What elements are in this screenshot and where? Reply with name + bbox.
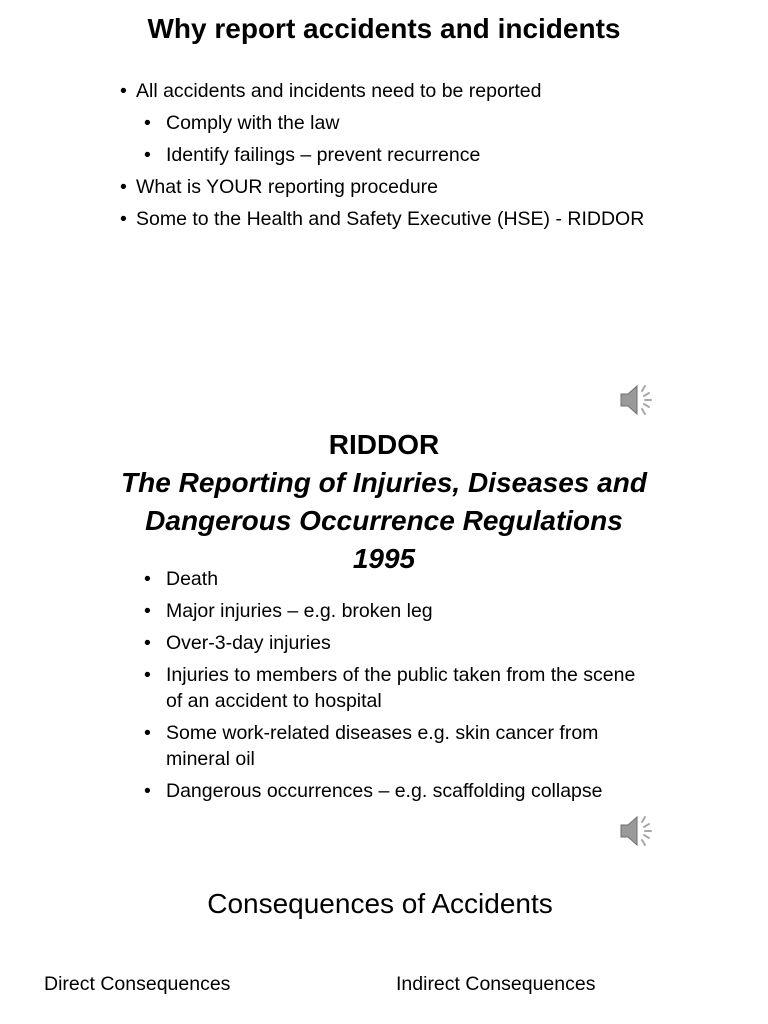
list-item-text: Injuries to members of the public taken from the scene of an accident to hospital	[166, 664, 636, 712]
bullet-icon: •	[120, 80, 127, 102]
bullet-icon: •	[144, 632, 151, 654]
slide-title: Why report accidents and incidents	[147, 13, 621, 44]
list-item	[144, 598, 636, 624]
list-item-text: Some to the Health and Safety Executive (HSE) - RIDDOR	[136, 208, 645, 230]
list-item-text: Death	[166, 568, 219, 590]
bullet-icon: •	[144, 780, 151, 802]
list-item	[144, 662, 636, 714]
bullet-icon: •	[144, 722, 151, 744]
list-item-text: Identify failings – prevent recurrence	[166, 144, 481, 166]
list-item	[120, 206, 645, 232]
bullet-icon: •	[144, 600, 151, 622]
slide-why-report	[0, 0, 768, 430]
list-item-text: What is YOUR reporting procedure	[136, 176, 439, 198]
slide-title: RIDDOR	[328, 429, 440, 460]
list-item	[144, 142, 644, 168]
slide-riddor	[0, 430, 768, 860]
indirect-consequences-heading: Indirect Consequences	[396, 973, 596, 995]
speaker-icon[interactable]	[618, 811, 658, 851]
list-item	[144, 778, 636, 804]
bullet-icon: •	[144, 664, 151, 686]
list-item	[120, 174, 644, 200]
bullet-icon: •	[120, 208, 127, 230]
list-item-text: All accidents and incidents need to be reported	[136, 80, 542, 102]
list-item	[144, 110, 644, 136]
slide-subtitle-line: The Reporting of Injuries, Diseases and	[121, 467, 647, 498]
list-item-text: Major injuries – e.g. broken leg	[166, 600, 433, 622]
list-item-text: Over-3-day injuries	[166, 632, 331, 654]
bullet-icon: •	[144, 112, 151, 134]
list-item-text: Dangerous occurrences – e.g. scaffolding collapse	[166, 780, 603, 802]
bullet-list	[144, 566, 636, 810]
bullet-icon: •	[144, 144, 151, 166]
slide-subtitle-line: 1995	[352, 543, 416, 574]
bullet-icon: •	[144, 568, 151, 590]
list-item	[120, 78, 644, 104]
speaker-icon[interactable]	[618, 380, 658, 420]
slide-consequences	[0, 860, 768, 1024]
riddor-heading	[0, 426, 768, 578]
bullet-list	[120, 78, 645, 232]
list-item-text: Some work-related diseases e.g. skin cancer from mineral oil	[166, 722, 599, 770]
list-item	[144, 720, 636, 772]
list-item	[144, 630, 636, 656]
slide-title: Consequences of Accidents	[207, 888, 553, 919]
slide-subtitle-line: Dangerous Occurrence Regulations	[145, 505, 623, 536]
direct-consequences-heading: Direct Consequences	[44, 973, 231, 995]
list-item-text: Comply with the law	[166, 112, 340, 134]
bullet-icon: •	[120, 176, 127, 198]
list-item	[144, 566, 636, 592]
